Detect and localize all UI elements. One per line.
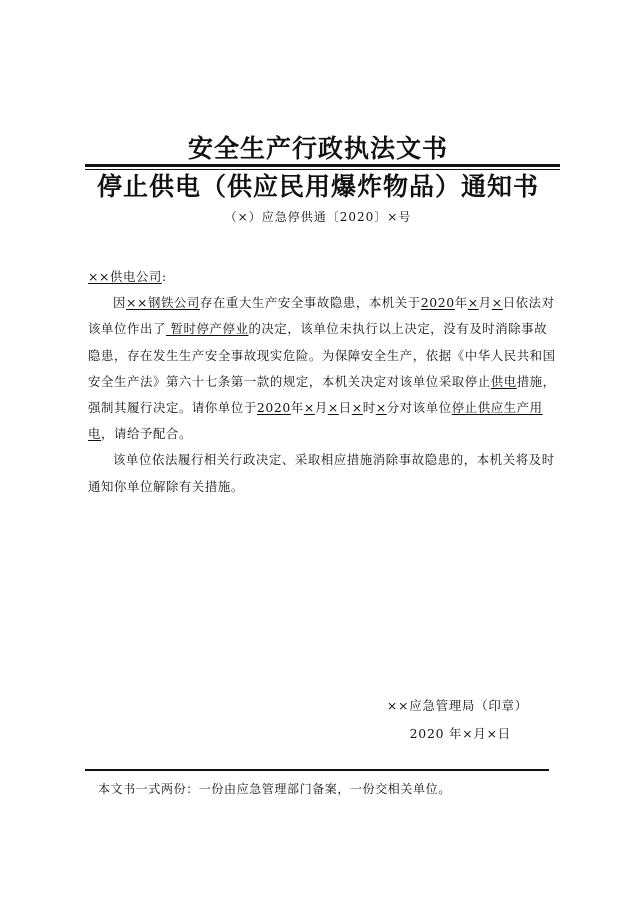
footer-note: 本文书一式两份：一份由应急管理部门备案，一份交相关单位。 (98, 782, 451, 796)
notice-body (88, 264, 558, 500)
issue-date: 2020 年×月×日 (409, 726, 511, 741)
footer-divider (85, 769, 549, 771)
decision-day: × (491, 295, 503, 311)
notice-title: 停止供电（供应民用爆炸物品）通知书 (96, 172, 539, 201)
decision-year: 2020 (420, 295, 455, 311)
title-divider-thick (85, 164, 560, 167)
addressee-line: ××供电公司: (88, 269, 167, 284)
target-company: ××钢铁公司 (126, 295, 200, 311)
stop-hour: × (351, 400, 363, 416)
decision-month: × (467, 295, 479, 311)
document-category-title: 安全生产行政执法文书 (187, 134, 448, 163)
stop-month: × (303, 400, 315, 416)
stop-day: × (327, 400, 339, 416)
paragraph-main: 因××钢铁公司存在重大生产安全事故隐患，本机关于2020年×月×日依法对该单位作出了 暂时停产停业的决定，该单位未执行以上决定，没有及时消除事故隐患，存在发生生产安全事故现实危险。为保障安全生产，依据《中华人民共和国安全生产法》第六十七条第一款的规定，本机关决定对该单位采取停止供电措施，强制其履行决定。请你单位于2020年×月×日×时×分对该单位停止供应生产用电，请给予配合。 (88, 295, 556, 442)
addressee: ××供电公司 (88, 269, 162, 284)
decision-type: 暂时停产停业 (165, 321, 249, 337)
stop-year: 2020 (256, 400, 291, 416)
measure-type: 供电 (490, 373, 517, 389)
stopped-service: 停止供应生产用电 (88, 400, 543, 442)
paragraph-release: 该单位依法履行相关行政决定、采取相应措施消除事故隐患的，本机关将及时通知你单位解除有关措施。 (88, 452, 555, 494)
issuer-signature: ××应急管理局（印章） (386, 698, 528, 713)
stop-minute: × (375, 400, 387, 416)
document-number: （×）应急停供通〔2020〕×号 (224, 210, 412, 224)
title-divider-thin (85, 169, 560, 170)
